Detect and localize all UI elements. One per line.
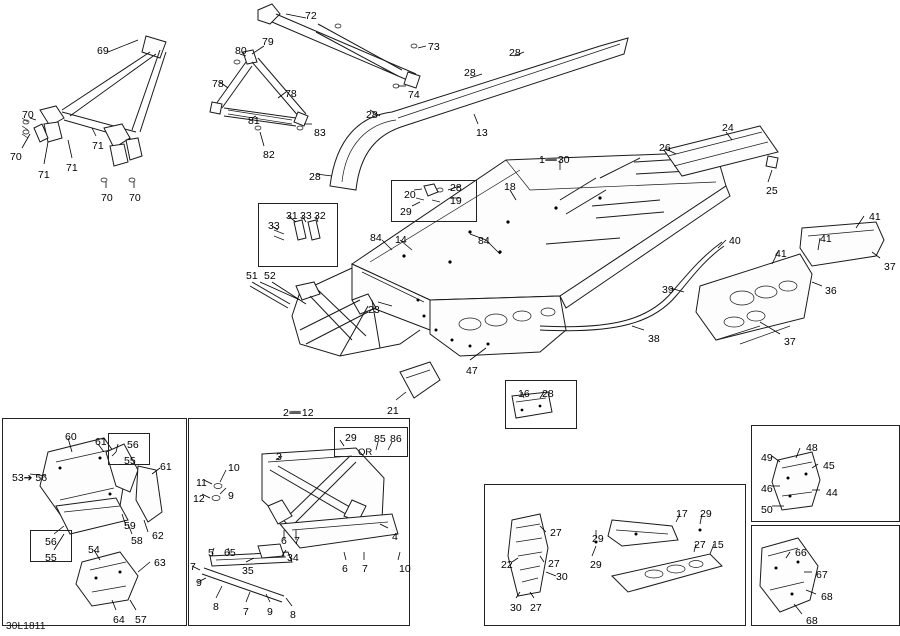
callout-label: 58: [131, 535, 143, 547]
callout-label: 8: [290, 609, 296, 621]
callout-label: 27: [548, 558, 560, 570]
callout-label: 49: [761, 452, 773, 464]
callout-label: 85: [374, 433, 386, 445]
callout-label: 37: [784, 336, 796, 348]
callout-label: 30: [510, 602, 522, 614]
callout-label: 37: [884, 261, 896, 273]
callout-label: 13: [476, 127, 488, 139]
callout-label: 48: [806, 442, 818, 454]
callout-label: 1➖30: [539, 154, 570, 166]
callout-label: 8: [213, 601, 219, 613]
callout-label: 26: [659, 142, 671, 154]
callout-label: 39: [662, 284, 674, 296]
panel-steering-support: [2, 418, 187, 626]
callout-label: 31: [286, 210, 298, 222]
callout-label: 29: [400, 206, 412, 218]
callout-label: 9: [267, 606, 273, 618]
callout-label: 70: [10, 151, 22, 163]
callout-label: 44: [826, 487, 838, 499]
callout-label: 35: [242, 565, 254, 577]
callout-label: 19: [450, 195, 462, 207]
callout-label: 52: [264, 270, 276, 282]
callout-label: 9: [228, 490, 234, 502]
callout-label: 86: [390, 433, 402, 445]
callout-label: 84: [478, 235, 490, 247]
callout-label: 29: [592, 533, 604, 545]
callout-label: 65: [224, 547, 236, 559]
callout-label: 18: [504, 181, 516, 193]
callout-label: 12: [193, 493, 205, 505]
callout-label: 71: [92, 140, 104, 152]
callout-label: 73: [428, 41, 440, 53]
callout-label: 67: [816, 569, 828, 581]
callout-label: 69: [97, 45, 109, 57]
callout-label: 28: [542, 388, 554, 400]
callout-label: 27: [694, 539, 706, 551]
callout-label: 55: [45, 552, 57, 564]
callout-label: 70: [129, 192, 141, 204]
callout-label: 74: [408, 89, 420, 101]
callout-label: 84: [370, 232, 382, 244]
callout-label: 5: [208, 547, 214, 559]
callout-label: 28: [450, 182, 462, 194]
callout-label: 20: [404, 189, 416, 201]
callout-label: 28: [464, 67, 476, 79]
callout-label: 68: [821, 591, 833, 603]
callout-label: 53➔ 56: [12, 472, 48, 484]
callout-label: 22: [501, 559, 513, 571]
callout-label: 61: [160, 461, 172, 473]
callout-label: 54: [88, 544, 100, 556]
group-rear-arm: [22, 36, 166, 188]
callout-label: 30: [556, 571, 568, 583]
callout-label: 16: [518, 388, 530, 400]
callout-label: 79: [262, 36, 274, 48]
callout-label: 83: [314, 127, 326, 139]
callout-label: 68: [806, 615, 818, 627]
callout-label: 11: [196, 477, 207, 489]
callout-label: 2➖12: [283, 407, 314, 419]
callout-label: 24: [722, 122, 734, 134]
callout-label: 7: [190, 561, 196, 573]
callout-label: 10: [399, 563, 411, 575]
callout-label: 6: [281, 535, 287, 547]
callout-label: 82: [263, 149, 275, 161]
callout-label: 78: [212, 78, 224, 90]
callout-label: 34: [287, 552, 299, 564]
callout-label: 3: [276, 451, 282, 463]
callout-label: 28: [366, 109, 378, 121]
callout-label: 70: [101, 192, 113, 204]
callout-label: 23: [368, 304, 380, 316]
callout-label: 29: [700, 508, 712, 520]
callout-label: 46: [761, 483, 773, 495]
panel-bracket-detail: [751, 425, 900, 522]
callout-label: 81: [248, 115, 260, 127]
panel-bolt-detail-31: [258, 203, 338, 267]
callout-label: 14: [395, 234, 407, 246]
callout-label: 7: [243, 606, 249, 618]
panel-plate-detail-16: [505, 380, 577, 429]
callout-label: 51: [246, 270, 258, 282]
callout-label: 64: [113, 614, 125, 626]
document-id: 30L1811: [6, 621, 46, 632]
callout-label: 10: [228, 462, 240, 474]
callout-label: 41: [775, 248, 787, 260]
callout-label: 15: [712, 539, 724, 551]
callout-label: 33: [268, 220, 280, 232]
callout-label: 29: [590, 559, 602, 571]
callout-label: 71: [38, 169, 50, 181]
callout-label-or: OR: [358, 447, 373, 458]
callout-label: 70: [22, 109, 34, 121]
callout-label: 9: [196, 577, 202, 589]
callout-label: 59: [124, 520, 136, 532]
callout-label: 80: [235, 45, 247, 57]
callout-label: 62: [152, 530, 164, 542]
callout-label: 25: [766, 185, 778, 197]
group-tie-rods: [258, 4, 426, 88]
callout-label: 55: [124, 455, 136, 467]
callout-label: 4: [392, 531, 398, 543]
group-bracket-21: [396, 362, 440, 400]
callout-label: 36: [825, 285, 837, 297]
callout-label: 45: [823, 460, 835, 472]
callout-label: 7: [362, 563, 368, 575]
callout-label: 56: [127, 439, 139, 451]
callout-label: 60: [65, 431, 77, 443]
callout-label: 38: [648, 333, 660, 345]
callout-label: 72: [305, 10, 317, 22]
callout-label: 61: [95, 436, 107, 448]
callout-label: 66: [795, 547, 807, 559]
callout-label: 27: [550, 527, 562, 539]
callout-label: 27: [530, 602, 542, 614]
callout-label: 32: [314, 210, 326, 222]
callout-label: 7: [294, 535, 300, 547]
callout-label: 33: [300, 210, 312, 222]
group-rod-51: [250, 282, 290, 308]
callout-label: 47: [466, 365, 478, 377]
group-running-board-36: [696, 216, 884, 344]
callout-label: 21: [387, 405, 399, 417]
callout-label: 29: [345, 432, 357, 444]
callout-label: 57: [135, 614, 147, 626]
callout-label: 78: [285, 88, 297, 100]
callout-label: 50: [761, 504, 773, 516]
callout-label: 6: [342, 563, 348, 575]
callout-label: 40: [729, 235, 741, 247]
callout-label: 28: [509, 47, 521, 59]
callout-label: 56: [45, 536, 57, 548]
callout-label: 41: [820, 233, 832, 245]
callout-label: 71: [66, 162, 78, 174]
callout-label: 63: [154, 557, 166, 569]
callout-label: 28: [309, 171, 321, 183]
callout-label: 17: [676, 508, 688, 520]
panel-heat-exchanger: [484, 484, 746, 626]
callout-label: 41: [869, 211, 881, 223]
